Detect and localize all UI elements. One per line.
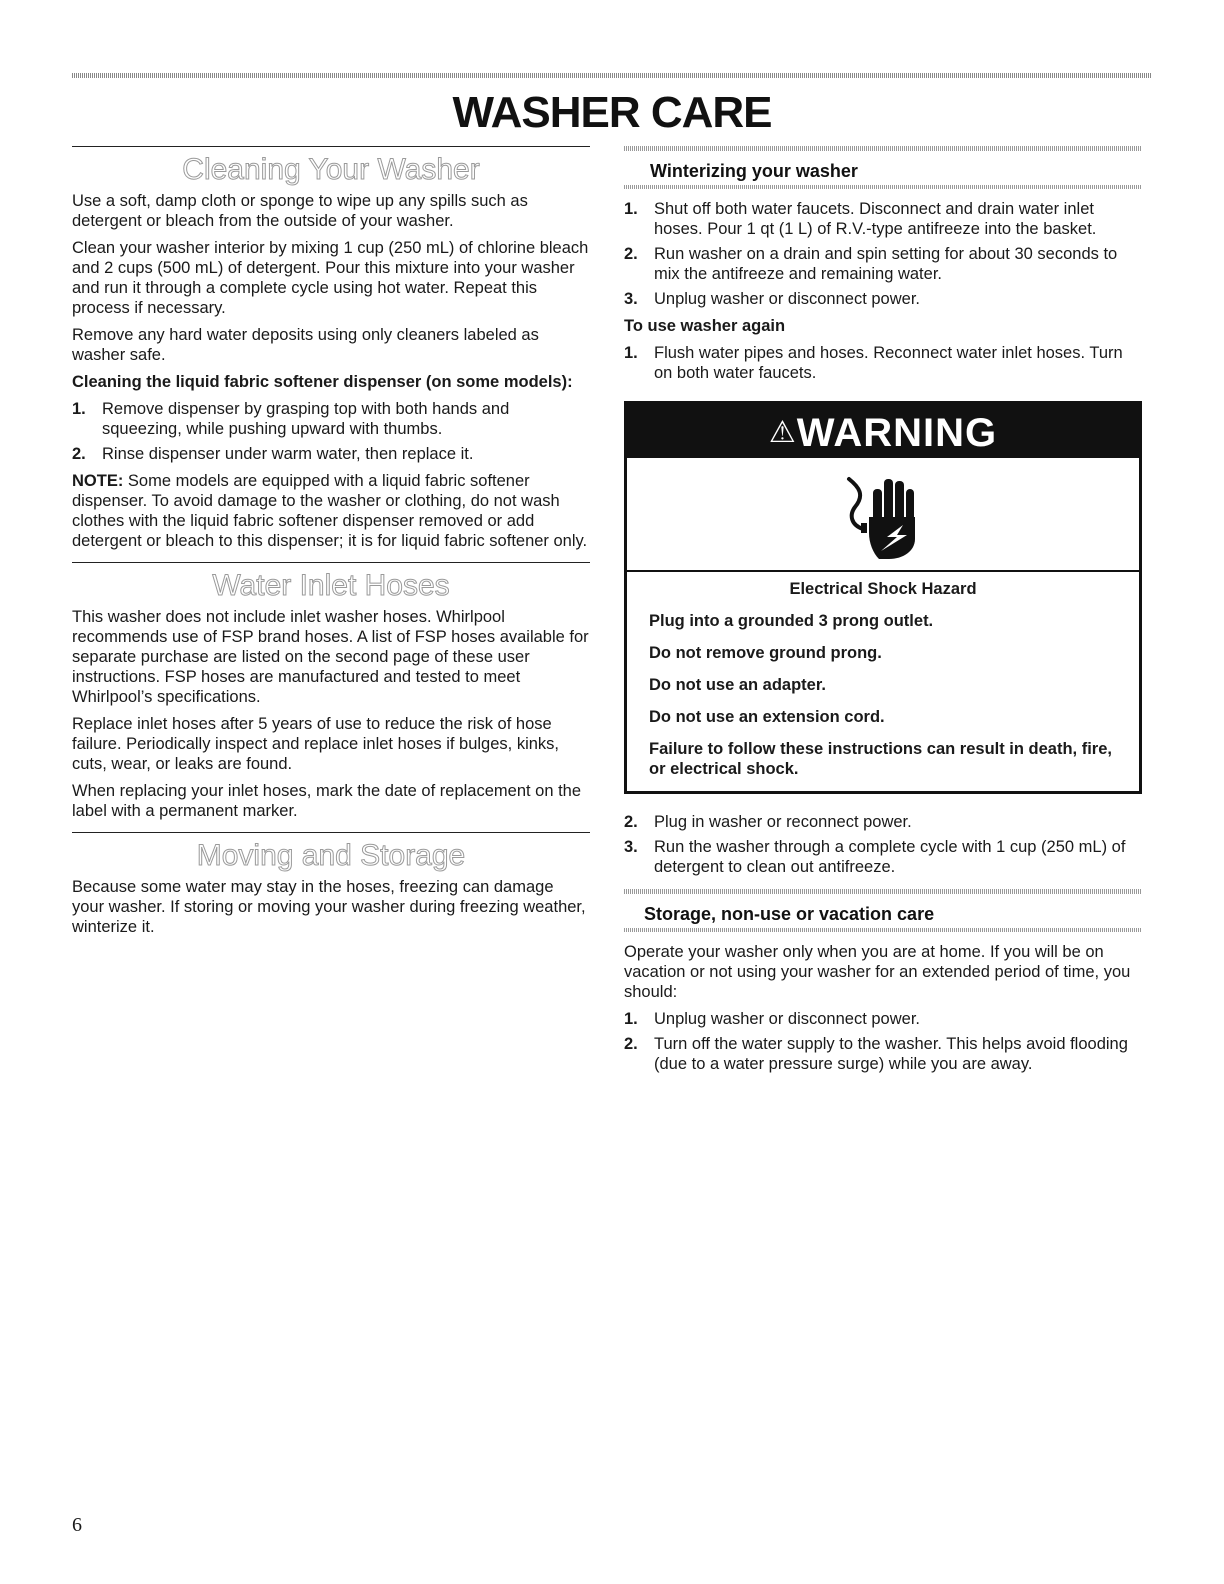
warning-label: WARNING <box>796 411 998 455</box>
list-item: 2. Turn off the water supply to the washer. This helps avoid flooding (due to a water pressure surge) while you are away. <box>624 1035 1128 1073</box>
cleaning-paragraph-2: Clean your washer interior by mixing 1 cup (250 mL) of chlorine bleach and 2 cups (500 mL) of detergent. Pour this mixture into your washer and run it through a complete cycle using hot water. Repeat this process if necessary. <box>72 239 589 317</box>
warning-line: Plug into a grounded 3 prong outlet. <box>649 612 934 630</box>
note-paragraph <box>72 471 590 551</box>
cleaning-paragraph-1: Use a soft, damp cloth or sponge to wipe up any spills such as detergent or bleach from the outside of your washer. <box>72 192 528 230</box>
use-again-heading: To use washer again <box>624 317 786 335</box>
warning-triangle-icon: ⚠ <box>768 416 797 449</box>
list-item: 1. Unplug washer or disconnect power. <box>624 1010 920 1028</box>
page-title: WASHER CARE <box>452 88 772 137</box>
warning-icon-area <box>627 458 1139 572</box>
subsection-rule-bottom <box>624 928 1142 932</box>
note-text: Some models are equipped with a liquid fabric softener dispenser. To avoid damage to the washer or clothing, do not wash clothes with the liquid fabric softener dispenser removed or add detergent or bleach to this dispenser; it is for liquid fabric softener only. <box>72 472 588 550</box>
moving-paragraph-1: Because some water may stay in the hoses, freezing can damage your washer. If storing or moving your washer during freezing weather, winterize it. <box>72 878 586 936</box>
list-item: 2. Rinse dispenser under warm water, then replace it. <box>72 445 474 463</box>
list-item: 2. Run washer on a drain and spin setting for about 30 seconds to mix the antifreeze and remaining water. <box>624 245 1118 283</box>
hoses-paragraph-1: This washer does not include inlet washer hoses. Whirlpool recommends use of FSP brand hoses. A list of FSP hoses available for separate purchase are listed on the second page of these user instructions. FSP hoses are manufactured and tested to meet Whirlpool’s specifications. <box>72 608 589 706</box>
warning-line: Do not use an extension cord. <box>649 708 885 726</box>
moving-heading: Moving and Storage <box>196 839 466 872</box>
section-divider <box>72 562 590 563</box>
section-divider <box>72 146 590 147</box>
cleaning-paragraph-3: Remove any hard water deposits using only cleaners labeled as washer safe. <box>72 326 539 364</box>
hoses-section <box>72 562 590 821</box>
section-divider <box>72 832 590 833</box>
cleaning-heading: Cleaning Your Washer <box>182 153 480 186</box>
softener-heading: Cleaning the liquid fabric softener dispenser (on some models): <box>72 373 573 391</box>
warning-line: Failure to follow these instructions can result in death, fire, or electrical shock. <box>649 740 1112 778</box>
winterizing-section <box>624 146 1142 877</box>
storage-paragraph-1: Operate your washer only when you are at home. If you will be on vacation or not using your washer for an extended period of time, you should: <box>624 943 1131 1001</box>
storage-steps <box>624 1009 1142 1074</box>
hoses-paragraph-2: Replace inlet hoses after 5 years of use to reduce the risk of hose failure. Periodically inspect and replace inlet hoses if bulges, kinks, cuts, wear, or leaks are found. <box>72 715 560 773</box>
warning-line: Do not remove ground prong. <box>649 644 882 662</box>
list-item: 1. Shut off both water faucets. Disconnect and drain water inlet hoses. Pour 1 qt (1 L) of R.V.-type antifreeze into the basket. <box>624 200 1097 238</box>
warning-header <box>627 404 1139 458</box>
list-item: 1. Remove dispenser by grasping top with both hands and squeezing, while pushing upward with thumbs. <box>72 400 510 438</box>
note-label: NOTE: <box>72 472 124 490</box>
warning-title: Electrical Shock Hazard <box>789 580 977 598</box>
list-item: 2. Plug in washer or reconnect power. <box>624 813 912 831</box>
warning-box <box>624 401 1142 794</box>
moving-section <box>72 832 590 937</box>
left-column <box>72 146 590 944</box>
use-again-steps-continued <box>624 812 1142 877</box>
list-item: 3. Unplug washer or disconnect power. <box>624 290 920 308</box>
page-number: 6 <box>72 1514 82 1536</box>
use-again-steps <box>624 343 1142 383</box>
subsection-rule-bottom <box>624 185 1142 189</box>
list-item: 1. Flush water pipes and hoses. Reconnect water inlet hoses. Turn on both water faucets. <box>624 344 1123 382</box>
warning-line: Do not use an adapter. <box>649 676 826 694</box>
right-column <box>624 146 1142 1081</box>
list-item: 3. Run the washer through a complete cycle with 1 cup (250 mL) of detergent to clean out antifreeze. <box>624 838 1126 876</box>
electrical-shock-hand-icon <box>841 467 925 561</box>
storage-section <box>624 889 1142 1074</box>
winterizing-heading: Winterizing your washer <box>650 161 858 181</box>
hoses-paragraph-3: When replacing your inlet hoses, mark the date of replacement on the label with a permanent marker. <box>72 782 582 820</box>
hoses-heading: Water Inlet Hoses <box>212 569 450 602</box>
softener-steps <box>72 399 590 464</box>
winterizing-steps <box>624 199 1142 309</box>
warning-text <box>627 572 1139 791</box>
cleaning-section <box>72 146 590 551</box>
top-rule <box>72 73 1152 78</box>
storage-heading: Storage, non-use or vacation care <box>644 904 935 924</box>
